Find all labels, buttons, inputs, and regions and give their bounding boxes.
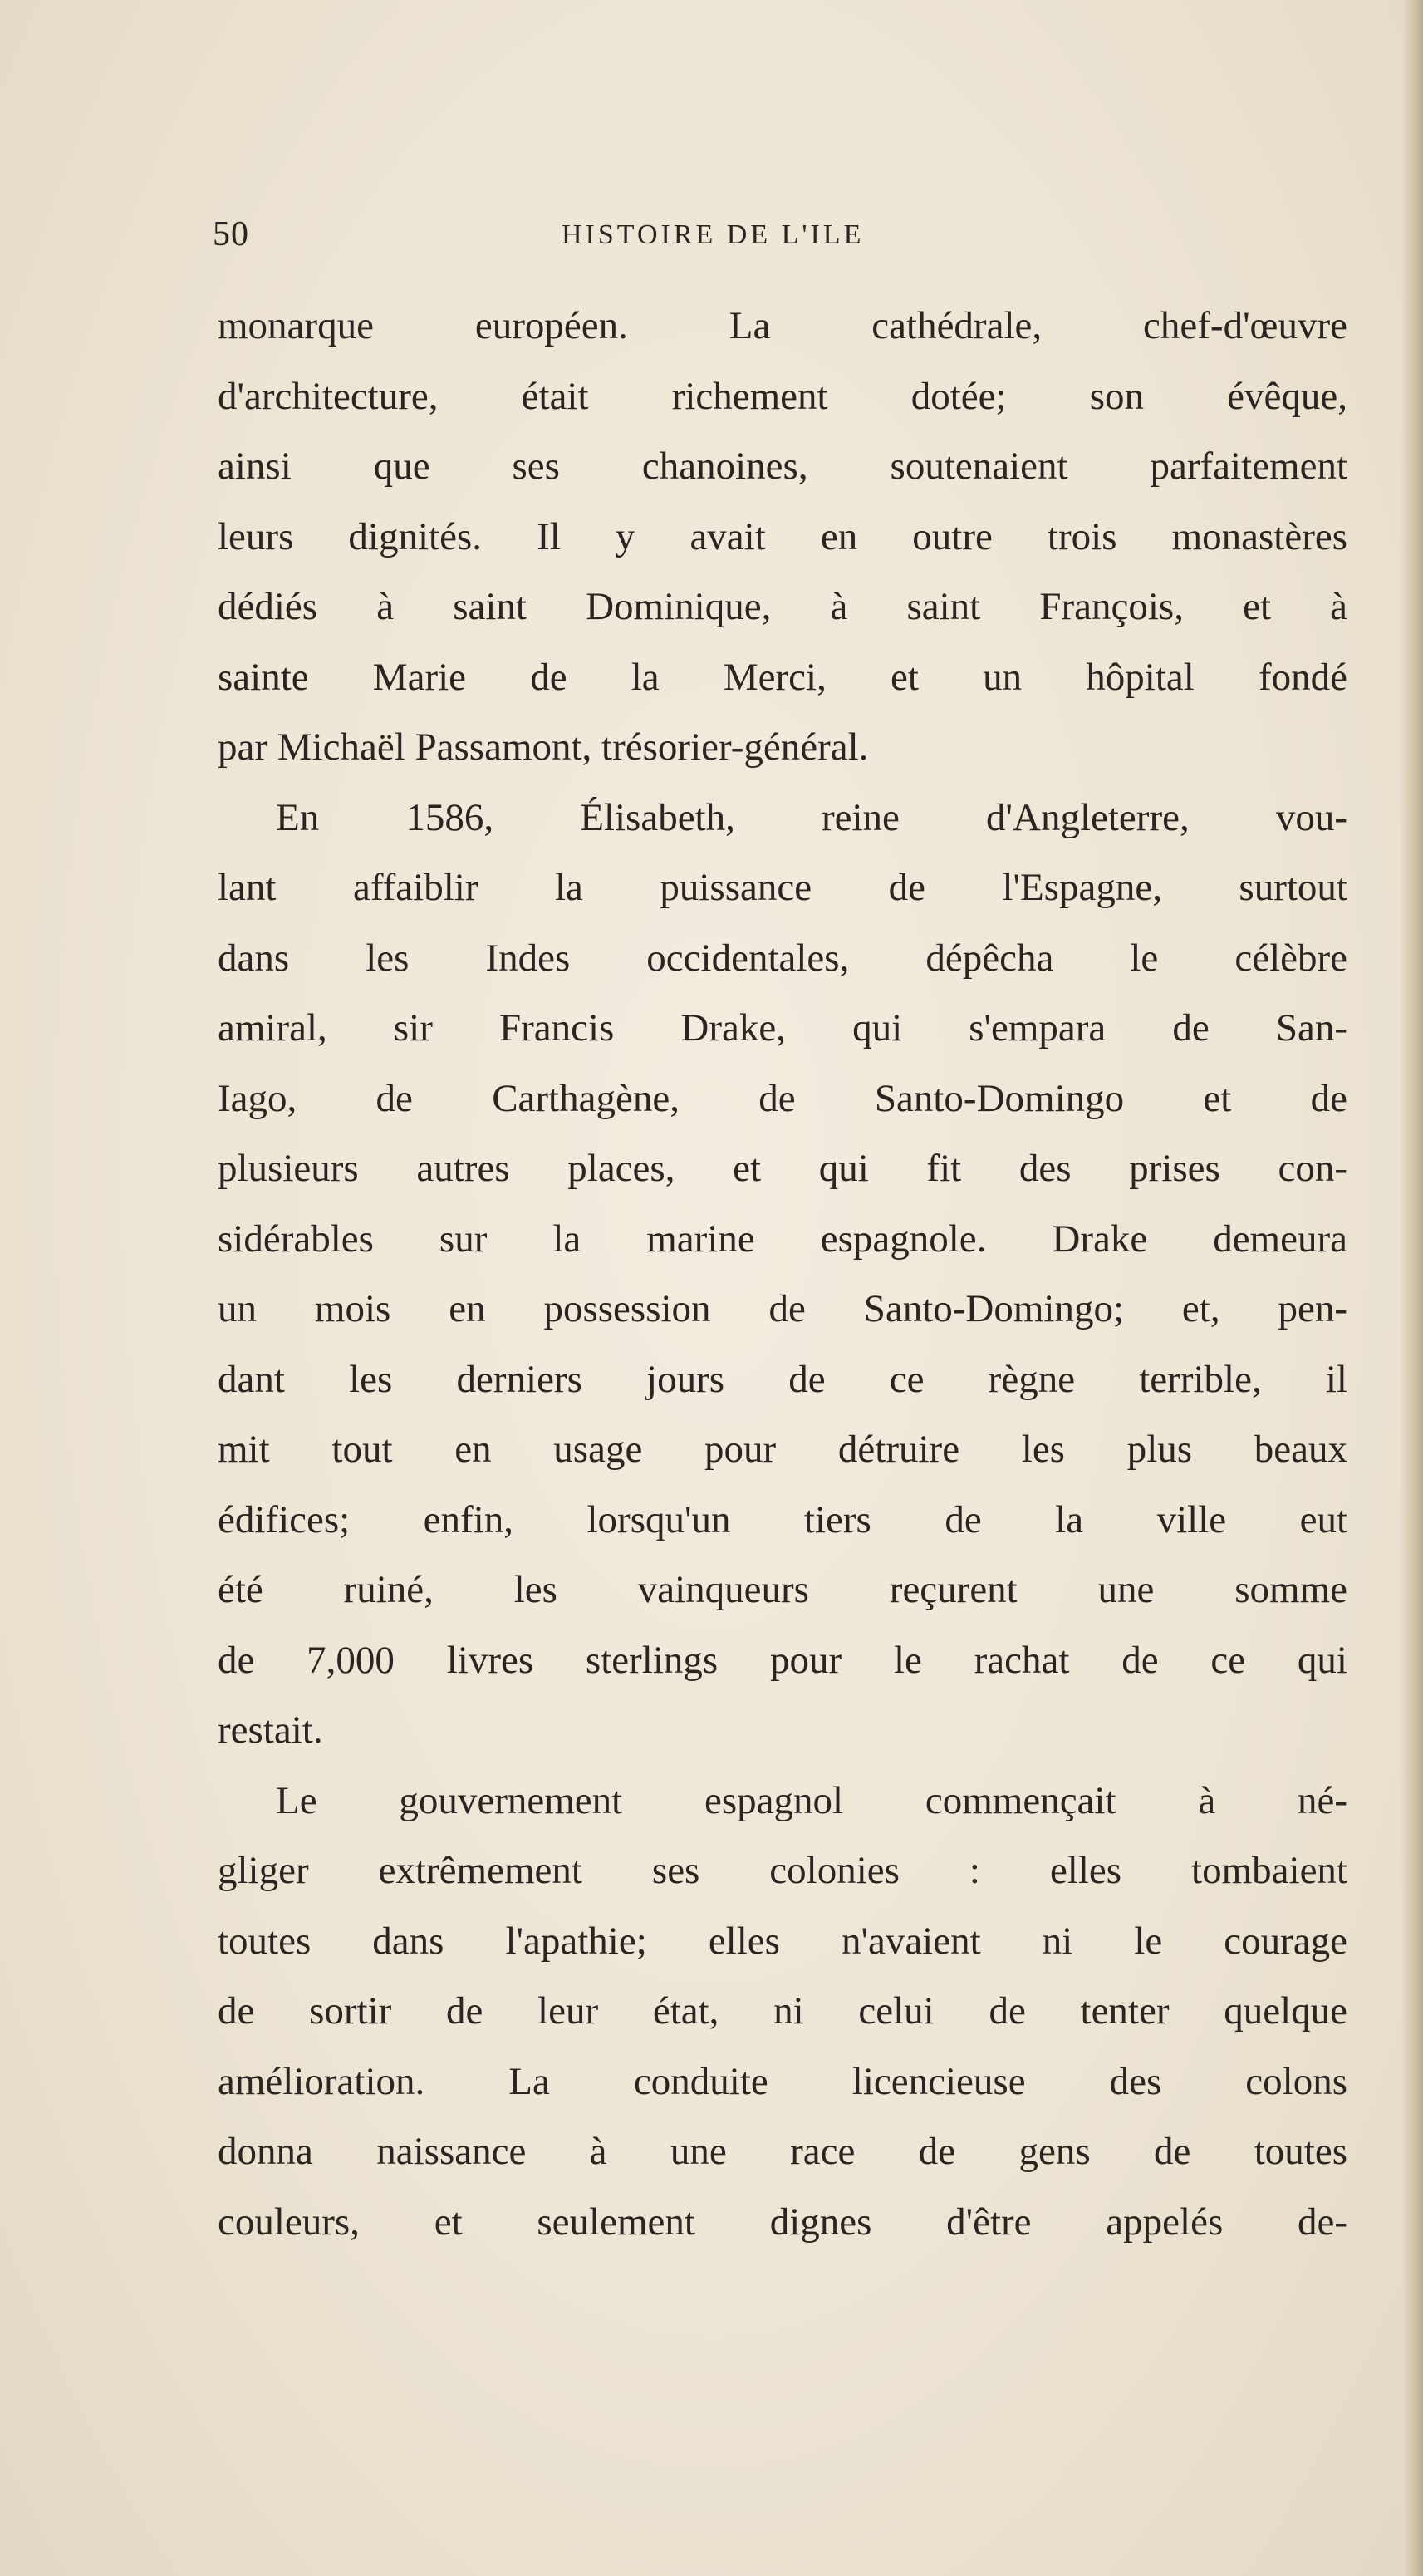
text-line: monarque européen. La cathédrale, chef-d'œuvre (218, 304, 1347, 347)
text-line: de 7,000 livres sterlings pour le rachat de ce qui (218, 1638, 1347, 1682)
text-line: sidérables sur la marine espagnole. Drake demeura (218, 1217, 1347, 1261)
text-line: de sortir de leur état, ni celui de tenter quelque (218, 1989, 1347, 2033)
text-line: dans les Indes occidentales, dépêcha le célèbre (218, 936, 1347, 980)
page-edge-shadow (1401, 0, 1423, 2576)
text-line: amélioration. La conduite licencieuse des colons (218, 2059, 1347, 2103)
text-line: plusieurs autres places, et qui fit des prises con- (218, 1147, 1347, 1190)
text-line: dant les derniers jours de ce règne terrible, il (218, 1357, 1347, 1401)
text-line: gliger extrêmement ses colonies : elles tombaient (218, 1849, 1347, 1892)
page-header (213, 214, 1359, 273)
text-line: lant affaiblir la puissance de l'Espagne, surtout (218, 866, 1347, 909)
body-text (218, 291, 1347, 2257)
text-line: Le gouvernement espagnol commençait à né- (276, 1778, 1347, 1822)
text-line: par Michaël Passamont, trésorier-général. (218, 725, 869, 769)
text-line: leurs dignités. Il y avait en outre trois monastères (218, 514, 1347, 558)
text-line: un mois en possession de Santo-Domingo; et, pen- (218, 1287, 1347, 1330)
text-line: En 1586, Élisabeth, reine d'Angleterre, vou- (276, 795, 1347, 839)
text-line: Iago, de Carthagène, de Santo-Domingo et de (218, 1076, 1347, 1120)
text-line: amiral, sir Francis Drake, qui s'empara de San- (218, 1006, 1347, 1050)
text-line: d'architecture, était richement dotée; son évêque, (218, 374, 1347, 418)
text-line: ainsi que ses chanoines, soutenaient parfaitement (218, 445, 1347, 488)
text-line: été ruiné, les vainqueurs reçurent une somme (218, 1568, 1347, 1611)
text-line: couleurs, et seulement dignes d'être appelés de- (218, 2200, 1347, 2244)
text-line: restait. (218, 1708, 323, 1752)
text-line: édifices; enfin, lorsqu'un tiers de la ville eut (218, 1497, 1347, 1541)
page-number: 50 (213, 215, 249, 253)
text-line: mit tout en usage pour détruire les plus beaux (218, 1428, 1347, 1471)
text-line: toutes dans l'apathie; elles n'avaient ni le courage (218, 1919, 1347, 1963)
text-line: donna naissance à une race de gens de toutes (218, 2130, 1347, 2173)
running-head: HISTOIRE DE L'ILE (562, 219, 865, 250)
text-line: dédiés à saint Dominique, à saint François, et à (218, 585, 1347, 628)
text-line: sainte Marie de la Merci, et un hôpital fondé (218, 655, 1347, 699)
